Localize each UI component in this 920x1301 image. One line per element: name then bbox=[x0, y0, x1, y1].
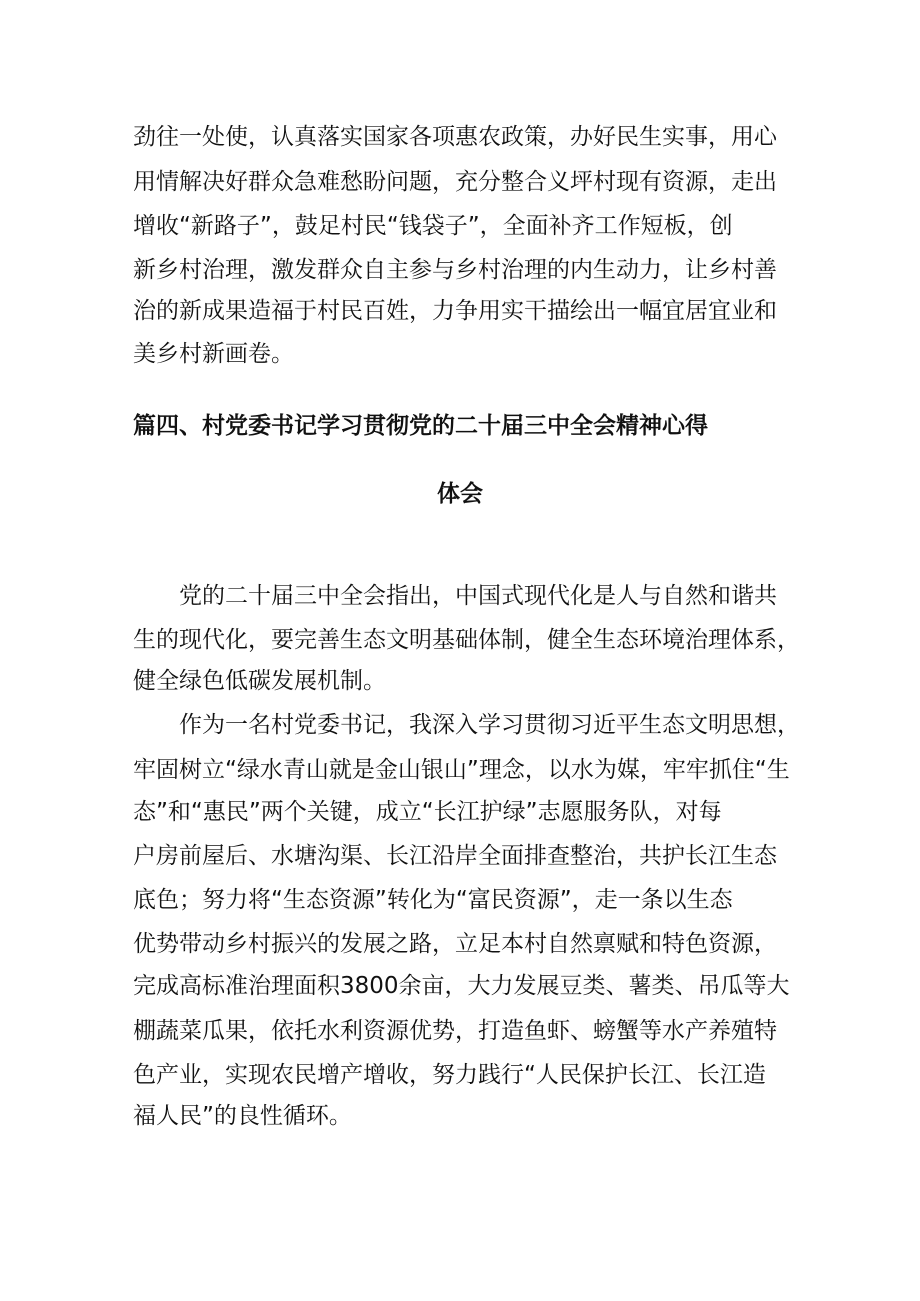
paragraph-2-line-7: 完成高标准治理面积3800余亩，大力发展豆类、薯类、吊瓜等大 bbox=[133, 973, 790, 999]
paragraph-2-line-10: 福人民”的良性循环。 bbox=[133, 1103, 352, 1129]
paragraph-2-line-2: 牢固树立“绿水青山就是金山银山”理念，以水为媒，牢牢抓住“生 bbox=[133, 757, 790, 783]
continuation-line-6: 美乡村新画卷。 bbox=[133, 341, 294, 367]
continuation-line-1: 劲往一处使，认真落实国家各项惠农政策，办好民生实事，用心 bbox=[133, 124, 777, 150]
section-heading-line-1: 篇四、村党委书记学习贯彻党的二十届三中全会精神心得 bbox=[133, 413, 708, 439]
paragraph-2-line-1: 作为一名村党委书记，我深入学习贯彻习近平生态文明思想， bbox=[179, 712, 800, 738]
continuation-line-2: 用情解决好群众急难愁盼问题，充分整合义坪村现有资源，走出 bbox=[133, 169, 777, 195]
paragraph-1-line-2: 生的现代化，要完善生态文明基础体制，健全生态环境治理体系， bbox=[133, 627, 800, 653]
continuation-line-3: 增收“新路子”，鼓足村民“钱袋子”，全面补齐工作短板，创 bbox=[133, 213, 733, 239]
section-heading-line-2: 体会 bbox=[437, 481, 483, 507]
paragraph-2-line-6: 优势带动乡村振兴的发展之路，立足本村自然禀赋和特色资源， bbox=[133, 931, 777, 957]
continuation-line-5: 治的新成果造福于村民百姓，力争用实干描绘出一幅宜居宜业和 bbox=[133, 298, 777, 324]
paragraph-2-line-3: 态”和“惠民”两个关键，成立“长江护绿”志愿服务队，对每 bbox=[133, 799, 722, 825]
paragraph-2-line-8: 棚蔬菜瓜果，依托水利资源优势，打造鱼虾、螃蟹等水产养殖特 bbox=[133, 1018, 777, 1044]
paragraph-1-line-1: 党的二十届三中全会指出，中国式现代化是人与自然和谐共 bbox=[179, 583, 777, 609]
continuation-line-4: 新乡村治理，激发群众自主参与乡村治理的内生动力，让乡村善 bbox=[133, 257, 777, 283]
paragraph-1-line-3: 健全绿色低碳发展机制。 bbox=[133, 668, 386, 694]
paragraph-2-line-5: 底色；努力将“生态资源”转化为“富民资源”，走一条以生态 bbox=[133, 887, 733, 913]
paragraph-2-line-9: 色产业，实现农民增产增收，努力践行“人民保护长江、长江造 bbox=[133, 1062, 766, 1088]
paragraph-2-line-4: 户房前屋后、水塘沟渠、长江沿岸全面排查整治，共护长江生态 bbox=[133, 843, 777, 869]
